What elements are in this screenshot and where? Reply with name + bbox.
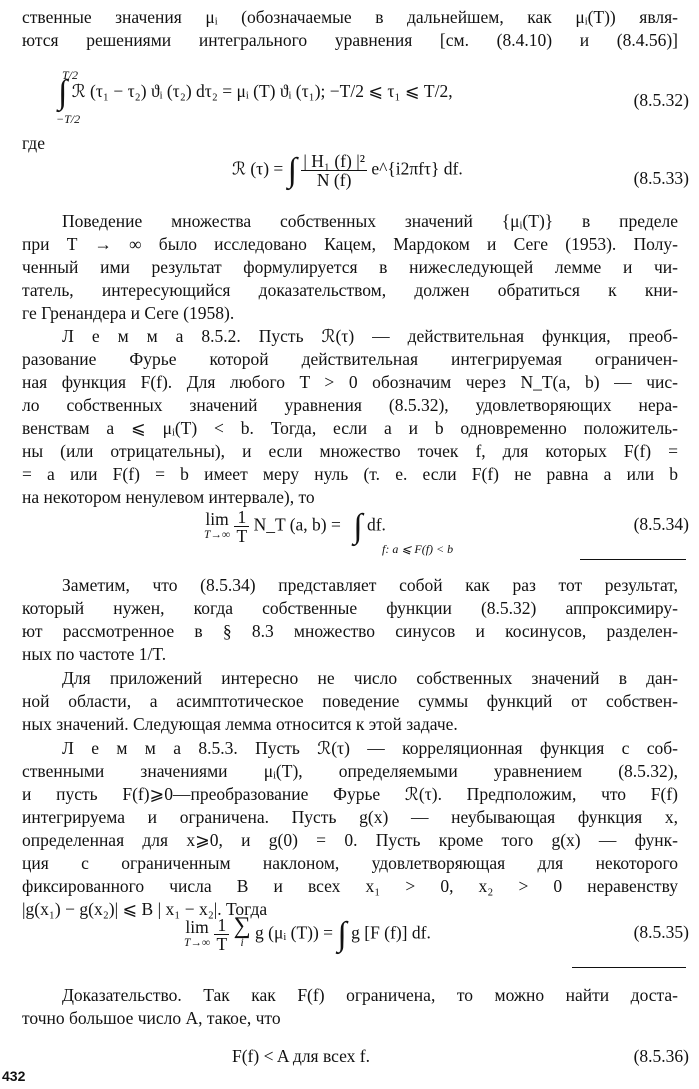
equation-middle: N_T (a, b) = xyxy=(253,514,341,535)
text-line: Заметим, что (8.5.34) представляет собой как раз тот результат, xyxy=(62,575,678,595)
limit: lim T→∞ xyxy=(204,508,231,541)
text-line: разование Фурье которой действительная интегрируемая ограничен- xyxy=(22,349,678,369)
text-line: и пусть F(f)⩾0—преобразование Фурье ℛ(τ). Предположим, что F(f) xyxy=(22,784,678,804)
lemma-8-5-2 xyxy=(22,325,678,509)
limit-subscript: T→∞ xyxy=(184,936,211,949)
text-line: ная функция F(f). Для любого T > 0 обозначим через N_T(a, b) — чис- xyxy=(22,372,678,392)
equation-8-5-32 xyxy=(58,74,453,111)
text-line: Л е м м а 8.5.2. Пусть ℛ(τ) — действительная функция, преоб- xyxy=(62,326,678,346)
integral-sign: ∫ xyxy=(337,915,347,953)
integral-lower-limit: −T/2 xyxy=(56,112,81,126)
text-line: интегрируема и ограничена. Пусть g(x) — неубывающая функция x, xyxy=(22,807,678,827)
text-line: Доказательство. Так как F(f) ограничена, то можно найти доста- xyxy=(62,985,678,1005)
equation-8-5-35 xyxy=(184,913,431,954)
text-line: при T → ∞ было исследовано Кацем, Мардоком и Сеге (1953). Полу- xyxy=(22,234,678,254)
equation-number: (8.5.33) xyxy=(633,168,689,188)
paragraph-remark xyxy=(22,574,678,666)
paragraph-proof xyxy=(22,984,678,1030)
text-line: венствам a ⩽ μᵢ(T) < b. Тогда, если a и b одновременно положитель- xyxy=(22,418,678,438)
integral-sign: ∫ xyxy=(58,74,68,111)
text-line: который нужен, когда собственные функции (8.5.32) аппроксимиру- xyxy=(22,598,678,618)
equation-8-5-33 xyxy=(232,152,463,189)
integral-upper-limit: T/2 xyxy=(62,68,79,82)
fraction-denominator: T xyxy=(236,526,248,546)
fraction-numerator: 1 xyxy=(214,916,229,935)
integral-domain: f: a ⩽ F(f) < b xyxy=(382,542,454,556)
paragraph-behavior xyxy=(22,210,678,325)
equation-rest: e^{i2πfτ} df. xyxy=(371,158,463,179)
sum-sign: ∑ xyxy=(233,913,251,939)
integral-sign: ∫ xyxy=(353,507,363,545)
text-line: ция с ограниченным наклоном, удовлетворяющая для некоторого xyxy=(22,853,678,873)
equation-body: ℛ (τ₁ − τ₂) ϑᵢ (τ₂) dτ₂ = μᵢ (T) ϑᵢ (τ₁); −T/2 ⩽ τ₁ ⩽ T/2, xyxy=(71,81,453,102)
text-line: ют рассмотренное в § 8.3 множество синусов и косинусов, разделен- xyxy=(22,621,678,641)
equation-8-5-34 xyxy=(204,508,386,545)
text-line: ге Гренандера и Сеге (1958). xyxy=(22,303,235,323)
equation-number: (8.5.36) xyxy=(633,1046,689,1066)
sum xyxy=(233,913,251,951)
equation-lhs: ℛ (τ) = xyxy=(232,158,284,179)
text-line: = a или F(f) = b имеет меру нуль (т. е. если F(f) не равна a или b xyxy=(22,464,678,484)
text-line: Для приложений интересно не число собственных значений в дан- xyxy=(62,668,678,688)
text-line: Поведение множества собственных значений {μᵢ(T)} в пределе xyxy=(62,211,678,231)
text-line: точно большое число A, такое, что xyxy=(22,1008,281,1028)
fraction-numerator: | H₁ (f) |² xyxy=(303,151,365,171)
equation-number: (8.5.32) xyxy=(633,90,689,110)
text-line: ственными значениями μᵢ(T), определяемыми уравнением (8.5.32), xyxy=(22,761,678,781)
fraction-numerator: 1 xyxy=(234,508,249,527)
limit: lim T→∞ xyxy=(184,916,211,949)
equation-middle: g (μᵢ (T)) = xyxy=(255,922,334,943)
equation-rest: g [F (f)] df. xyxy=(351,922,431,943)
fraction-denominator: N (f) xyxy=(316,170,352,190)
paragraph-applications xyxy=(22,667,678,736)
text-line: ных по частоте 1/T. xyxy=(22,644,167,664)
fraction-denominator: T xyxy=(216,934,228,954)
lemma-end-rule xyxy=(580,559,686,560)
text-line: ются решениями интегрального уравнения [см. (8.4.10) и (8.4.56)] xyxy=(22,30,678,50)
lemma-8-5-3 xyxy=(22,737,678,921)
equation-number: (8.5.35) xyxy=(633,922,689,942)
limit-subscript: T→∞ xyxy=(204,528,231,541)
text-line: фиксированного числа B и всех x₁ > 0, x₂ > 0 неравенству xyxy=(22,876,678,896)
text-line: ной области, а асимптотическое поведение суммы функций от собствен- xyxy=(22,691,678,711)
text-line: ных значений. Следующая лемма относится к этой задаче. xyxy=(22,714,458,734)
text-line: ственные значения μᵢ (обозначаемые в дальнейшем, как μᵢ(T)) явля- xyxy=(22,7,678,27)
equation-8-5-36: F(f) < A для всех f. xyxy=(232,1046,370,1066)
paragraph-intro xyxy=(22,6,678,52)
equation-number: (8.5.34) xyxy=(633,514,689,534)
text-line: ченный ими результат формулируется в нижеследующей лемме и чи- xyxy=(22,257,678,277)
text-line: на некотором ненулевом интервале), то xyxy=(22,487,315,507)
lemma-end-rule xyxy=(572,967,686,968)
text-line: |g(x₁) − g(x₂)| ⩽ B | x₁ − x₂|. Тогда xyxy=(22,899,268,919)
page-number: 432 xyxy=(2,1068,26,1084)
text-line: Л е м м а 8.5.3. Пусть ℛ(τ) — корреляционная функция с соб- xyxy=(62,738,678,758)
fraction xyxy=(234,508,249,545)
where-label: где xyxy=(22,133,45,153)
text-line: ны (или отрицательны), и если множество точек f, для которых F(f) = xyxy=(22,441,678,461)
text-line: определенная для x⩾0, и g(0) = 0. Пусть кроме того g(x) — функ- xyxy=(22,830,678,850)
fraction xyxy=(301,152,367,189)
integral-sign: ∫ xyxy=(287,151,297,189)
equation-rest: df. xyxy=(366,514,386,535)
text-line: татель, интересующийся доказательством, должен обратиться к кни- xyxy=(22,280,678,300)
text-line: ло собственных значений уравнения (8.5.32), удовлетворяющих нера- xyxy=(22,395,678,415)
fraction xyxy=(214,916,229,953)
sum-subscript: i xyxy=(240,937,244,949)
